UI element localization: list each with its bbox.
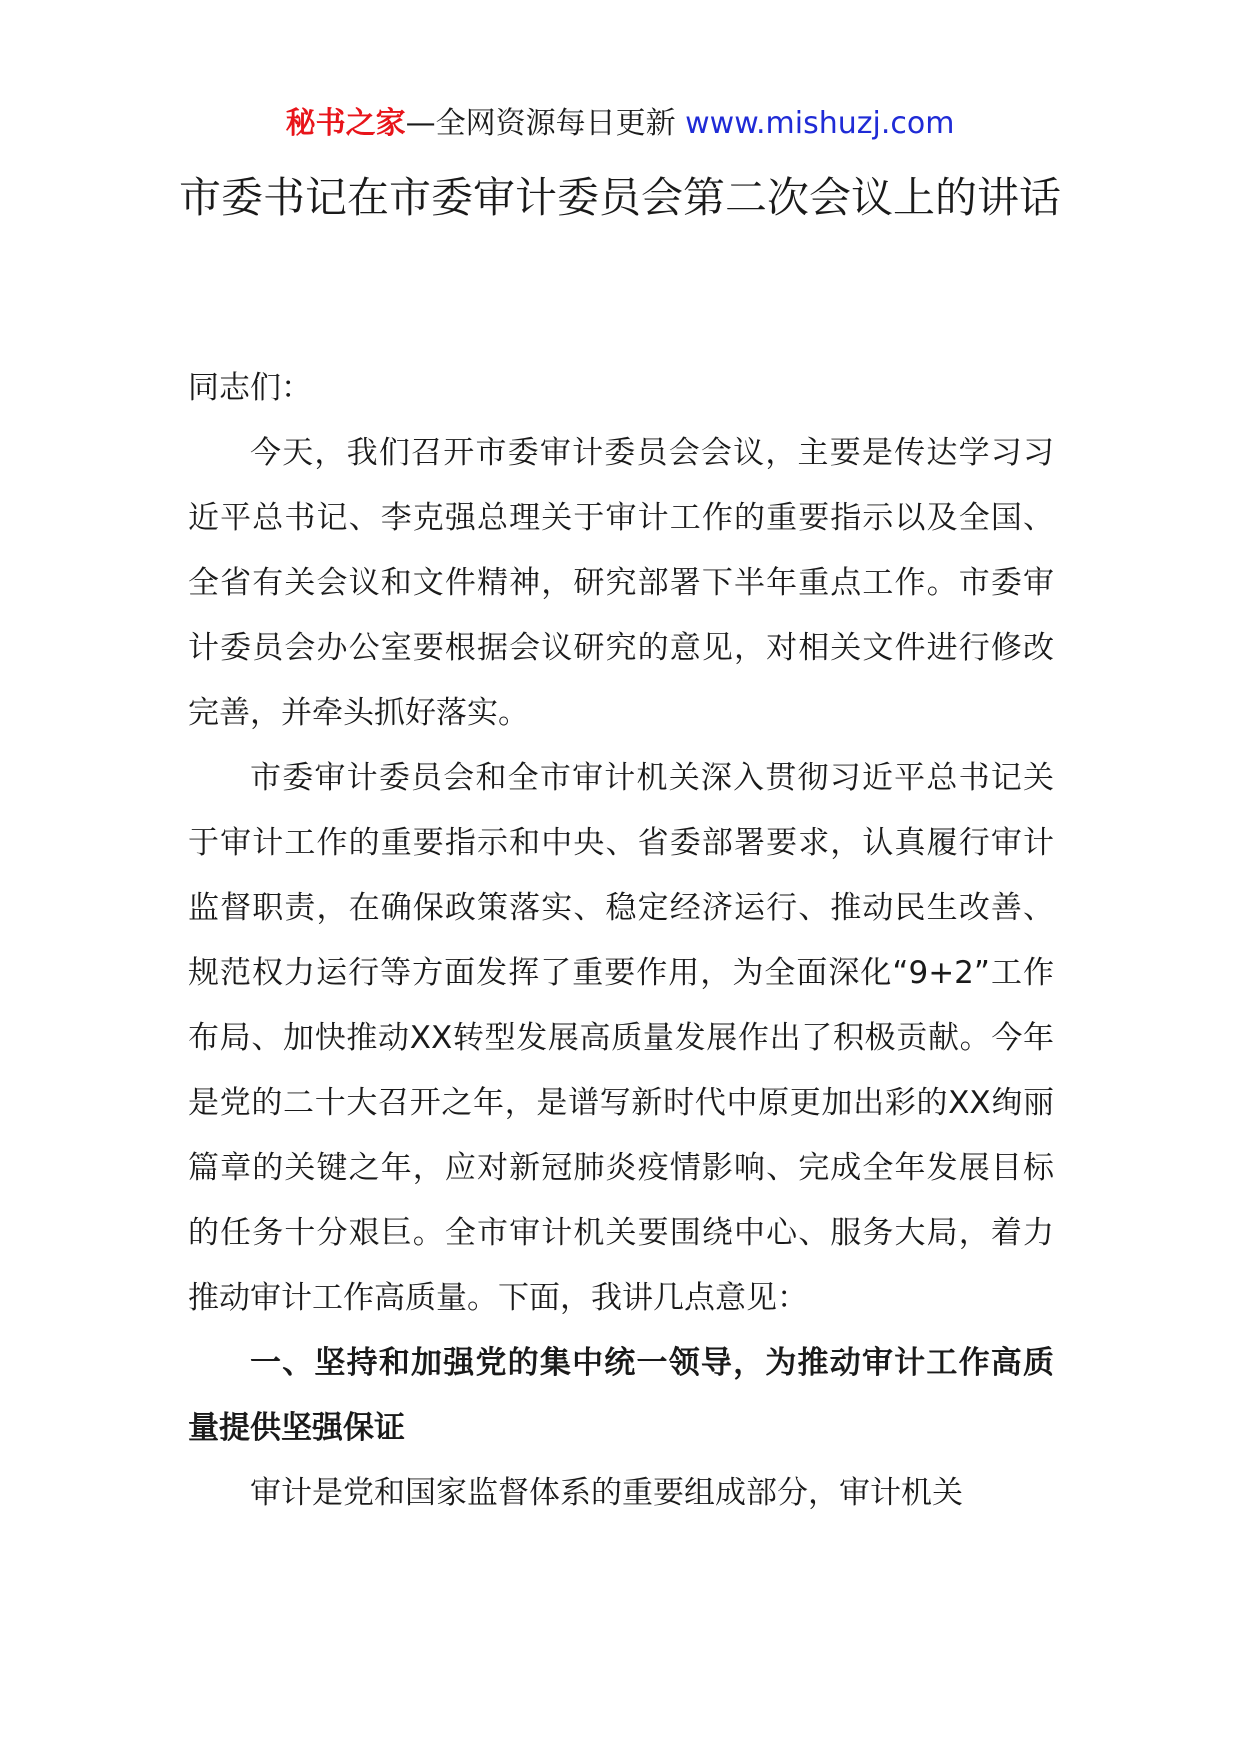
banner-url[interactable]: www.mishuzj.com [685,106,955,141]
paragraph-1: 今天，我们召开市委审计委员会会议，主要是传达学习习近平总书记、李克强总理关于审计工作的重要指示以及全国、全省有关会议和文件精神，研究部署下半年重点工作。市委审计委员会办公室要根据会议研究的意见，对相关文件进行修改完善，并牵头抓好落实。 [188,435,1054,731]
banner-tagline: —全网资源每日更新 [405,106,686,141]
paragraph-2: 市委审计委员会和全市审计机关深入贯彻习近平总书记关于审计工作的重要指示和中央、省委部署要求，认真履行审计监督职责，在确保政策落实、稳定经济运行、推动民生改善、规范权力运行等方面发挥了重要作用，为全面深化“9+2”工作布局、加快推动XX转型发展高质量发展作出了积极贡献。今年是党的二十大召开之年，是谱写新时代中原更加出彩的XX绚丽篇章的关键之年，应对新冠肺炎疫情影响、完成全年发展目标的任务十分艰巨。全市审计机关要围绕中心、服务大局，着力推动审计工作高质量。下面，我讲几点意见： [188,760,1054,1316]
document-body [188,356,1054,1526]
paragraph-3: 审计是党和国家监督体系的重要组成部分，审计机关 [250,1475,963,1511]
section-heading-1: 一、坚持和加强党的集中统一领导，为推动审计工作高质量提供坚强保证 [188,1345,1054,1446]
banner-brand: 秘书之家 [285,106,406,141]
document-title: 市委书记在市委审计委员会第二次会议上的讲话 [178,173,1061,222]
site-banner [0,102,1240,146]
salutation: 同志们： [188,370,312,406]
